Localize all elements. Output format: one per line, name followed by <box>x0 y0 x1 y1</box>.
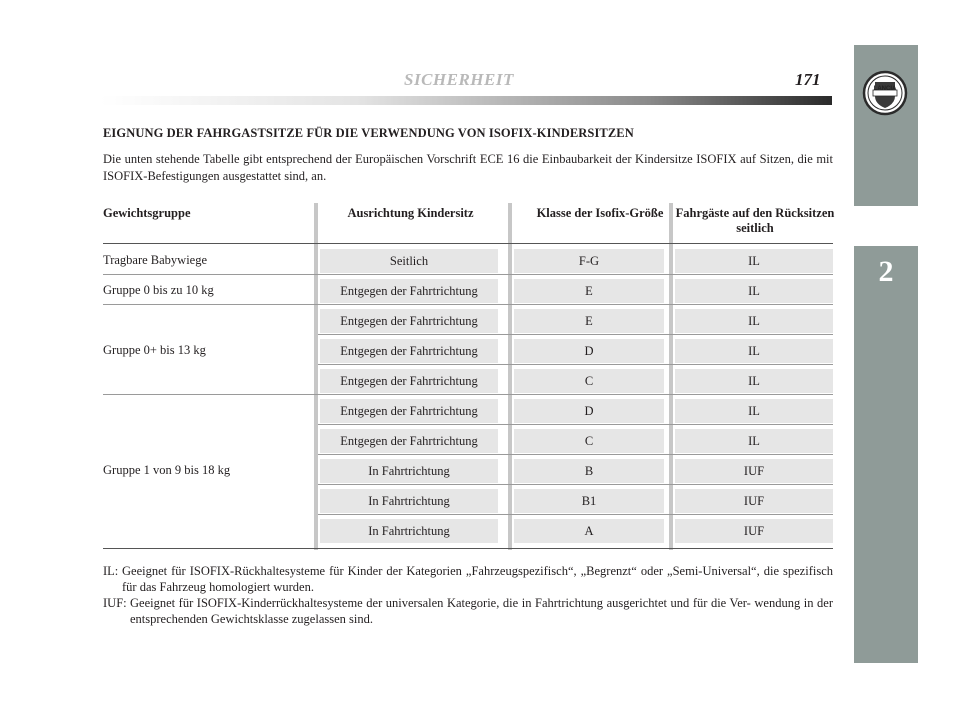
orientation-cell: In Fahrtrichtung <box>320 459 498 483</box>
intro-paragraph: Die unten stehende Tabelle gibt entsprechend der Europäischen Vorschrift ECE 16 die Einbaubarkeit der Kindersitze ISOFIX auf Sitzen, die mit ISOFIX-Befestigungen ausgestattet sind, an. <box>103 152 833 183</box>
chapter-tab <box>854 203 918 249</box>
row-divider <box>318 424 833 425</box>
group-label: Tragbare Babywiege <box>103 252 208 267</box>
table-bottom-rule <box>103 548 833 549</box>
group-label: Gruppe 0 bis zu 10 kg <box>103 282 214 297</box>
footnote-iuf <box>103 595 833 627</box>
rear-seat-cell: IL <box>675 399 833 423</box>
orientation-cell: Entgegen der Fahrtrichtung <box>320 279 498 303</box>
orientation-cell: Entgegen der Fahrtrichtung <box>320 399 498 423</box>
page-number: 171 <box>795 70 821 89</box>
rear-seat-cell: IL <box>675 339 833 363</box>
orientation-cell: In Fahrtrichtung <box>320 489 498 513</box>
rear-seat-cell: IUF <box>675 519 833 543</box>
document-heading: EIGNUNG DER FAHRGASTSITZE FÜR DIE VERWENDUNG VON ISOFIX-KINDERSITZEN <box>103 126 634 140</box>
rear-seat-cell: IL <box>675 369 833 393</box>
lancia-shield-icon <box>862 70 908 116</box>
size-class-cell: B1 <box>514 489 664 513</box>
group-label: Gruppe 1 von 9 bis 18 kg <box>103 462 231 477</box>
column-divider <box>508 203 512 550</box>
header-rule <box>100 96 832 105</box>
column-divider <box>669 203 673 550</box>
orientation-cell: Entgegen der Fahrtrichtung <box>320 339 498 363</box>
header-size-class: Klasse der Isofix-Größe <box>536 206 664 220</box>
row-divider <box>318 364 833 365</box>
section-title: SICHERHEIT <box>404 70 514 89</box>
rear-seat-cell: IUF <box>675 459 833 483</box>
rear-seat-cell: IUF <box>675 489 833 513</box>
row-divider <box>318 514 833 515</box>
column-divider <box>314 203 318 550</box>
size-class-cell: F-G <box>514 249 664 273</box>
size-class-cell: E <box>514 279 664 303</box>
row-divider <box>103 274 833 275</box>
footnote-abbr: IL: <box>103 564 119 578</box>
chapter-sidebar <box>854 45 918 663</box>
orientation-cell: Entgegen der Fahrtrichtung <box>320 309 498 333</box>
footnote-abbr: IUF: <box>103 596 127 610</box>
row-divider <box>103 304 833 305</box>
logo-text: LANCIA <box>873 86 897 92</box>
header-orientation: Ausrichtung Kindersitz <box>347 206 474 220</box>
orientation-cell: Entgegen der Fahrtrichtung <box>320 369 498 393</box>
orientation-cell: In Fahrtrichtung <box>320 519 498 543</box>
chapter-number: 2 <box>878 255 894 288</box>
size-class-cell: C <box>514 369 664 393</box>
rear-seat-cell: IL <box>675 279 833 303</box>
rear-seat-cell: IL <box>675 429 833 453</box>
group-label: Gruppe 0+ bis 13 kg <box>103 342 206 357</box>
row-divider <box>103 394 833 395</box>
orientation-cell: Entgegen der Fahrtrichtung <box>320 429 498 453</box>
rear-seat-cell: IL <box>675 249 833 273</box>
size-class-cell: A <box>514 519 664 543</box>
row-divider <box>318 454 833 455</box>
header-rear-seats: Fahrgäste auf den Rücksitzen seitlich <box>675 206 835 235</box>
row-divider <box>318 334 833 335</box>
footnote-text: Geeignet für ISOFIX-Rückhaltesysteme für Kinder der Kategorien „Fahrzeugspezifisch“, „Begrenzt“ oder „Semi-Universal“, die spezifisch für das Fahrzeug homologiert wurden. <box>122 564 833 594</box>
size-class-cell: C <box>514 429 664 453</box>
footnotes <box>103 563 833 627</box>
footnote-il <box>103 563 833 595</box>
header-divider <box>103 243 833 244</box>
row-divider <box>318 484 833 485</box>
size-class-cell: D <box>514 399 664 423</box>
orientation-cell: Seitlich <box>320 249 498 273</box>
header-weight-group: Gewichtsgruppe <box>103 206 191 220</box>
size-class-cell: E <box>514 309 664 333</box>
size-class-cell: D <box>514 339 664 363</box>
rear-seat-cell: IL <box>675 309 833 333</box>
size-class-cell: B <box>514 459 664 483</box>
footnote-text: Geeignet für ISOFIX-Kinderrückhaltesysteme der universalen Kategorie, die in Fahrtrichtung ausgerichtet und für die Ver- wendung in der entsprechenden Gewichtsklasse zugelassen sind. <box>130 596 833 626</box>
